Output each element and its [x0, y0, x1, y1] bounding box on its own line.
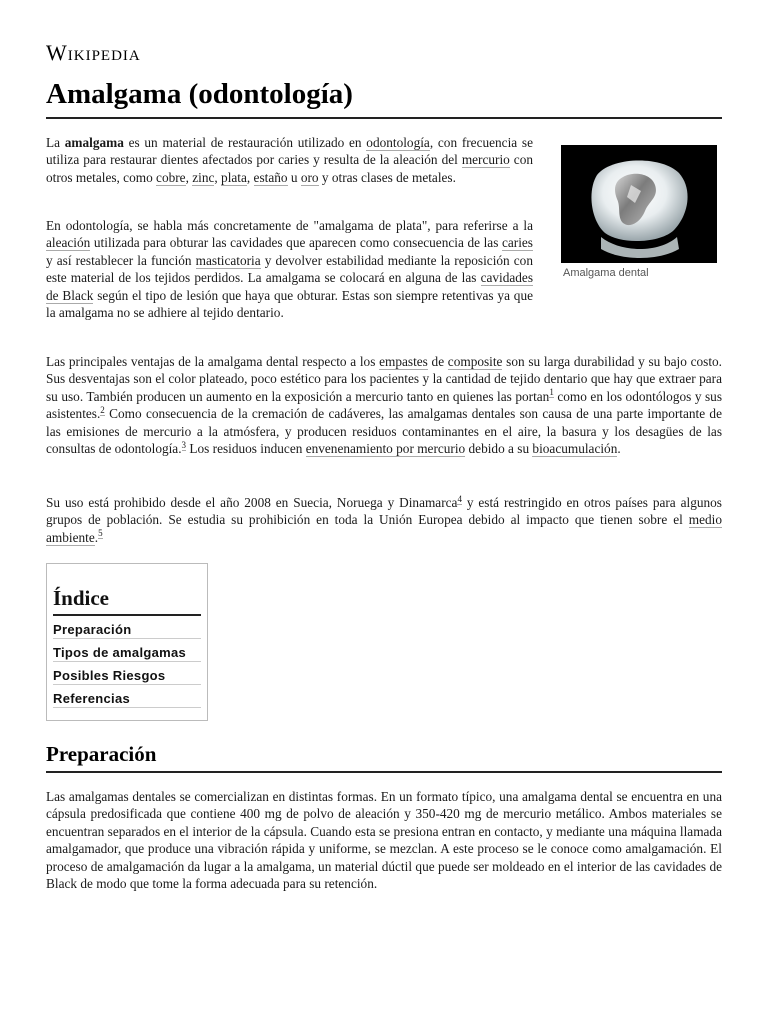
- toc-item-referencias[interactable]: Referencias: [53, 691, 201, 708]
- paragraph-preparacion: Las amalgamas dentales se comercializan en distintas formas. En un formato típico, una amalgama dental se encuentra en una cápsula predosificada que contiene 400 mg de polvo de aleación y 350-420 mg de mercurio metálico. Ambos materiales se encuentran separados en el interior de la cápsula. Cuando esta se presiona entran en contacto, y mediante una máquina llamada amalgamador, que produce una vibración rápida y uniforme, se mezclan. A este proceso se le conoce como amalgamación. El proceso de amalgamación da lugar a la amalgama, un material dúctil que puede ser moldeado en el interior de las cavidades de Black de modo que tome la forma adecuada para su retención.: [46, 789, 722, 892]
- ref-1[interactable]: 1: [549, 387, 554, 398]
- ref-4[interactable]: 4: [457, 493, 462, 504]
- link-estano[interactable]: estaño: [253, 169, 288, 185]
- link-odontologia[interactable]: odontología: [366, 135, 430, 150]
- link-oro[interactable]: oro: [300, 169, 319, 185]
- toc-title: Índice: [53, 586, 201, 616]
- link-mercurio[interactable]: mercurio: [461, 152, 510, 168]
- paragraph-prohibicion: Su uso está prohibido desde el año 2008 en Suecia, Noruega y Dinamarca$^4$ y está restringido en otros países para algunos grupos de población. Se estudia su prohibición en toda la Unión Europea debido al impacto que tienen sobre el medio ambiente.$^5$: [46, 493, 722, 545]
- link-zinc[interactable]: zinc: [192, 169, 215, 185]
- link-composite[interactable]: composite: [447, 354, 503, 369]
- link-empastes[interactable]: empastes: [379, 354, 428, 369]
- link-medio-ambiente[interactable]: medio ambiente: [46, 512, 722, 545]
- paragraph-intro: La amalgama es un material de restauración utilizado en odontología, con frecuencia se utiliza para restaurar dientes afectados por caries y resulta de la aleación del mercurio con otros metales, como cobre, zinc, plata, estaño u oro y otras clases de metales.: [46, 135, 533, 185]
- link-caries[interactable]: caries: [501, 235, 533, 251]
- link-aleacion[interactable]: aleación: [46, 235, 91, 251]
- ref-3[interactable]: 3: [181, 439, 187, 450]
- paragraph-definition: En odontología, se habla más concretamente de "amalgama de plata", para referirse a la aleación utilizada para obturar las cavidades que aparecen como consecuencia de las caries y así restablecer la función masticatoria y devolver estabilidad mediante la reposición con este material de los tejidos perdidos. La amalgama se colocará en alguna de las cavidades de Black según el tipo de lesión que haya que obturar. Estas son siempre retentivas ya que la amalgama no se adhiere al tejido dentario.: [46, 218, 533, 321]
- link-cobre[interactable]: cobre: [156, 169, 186, 185]
- paragraph-ventajas: Las principales ventajas de la amalgama dental respecto a los empastes de composite son su larga durabilidad y su bajo costo. Sus desventajas son el color plateado, poco estético para los pacientes y la cantidad de tejido dentario que hay que extraer para su uso. También producen un aumento en la exposición a mercurio tanto en quienes las portan$^1$ como en los odontólogos y sus asistentes.$^2$ Como consecuencia de la cremación de cadáveres, las amalgamas dentales son causa de una parte importante de las emisiones de mercurio a la atmósfera, y producen residuos contaminantes en el aire, la basura y los desagües de las consultas de odontología.$^3$ Los residuos inducen envenenamiento por mercurio debido a su bioacumulación.: [46, 354, 722, 457]
- section-heading-preparacion: Preparación: [46, 742, 157, 766]
- figure-caption: Amalgama dental: [563, 267, 649, 279]
- term-amalgama: amalgama: [64, 135, 124, 150]
- ref-2[interactable]: 2: [100, 404, 105, 415]
- toc-item-preparacion[interactable]: Preparación: [53, 622, 201, 639]
- toc-item-posibles-riesgos[interactable]: Posibles Riesgos: [53, 668, 201, 685]
- link-envenenamiento[interactable]: envenenamiento por mercurio: [305, 441, 466, 457]
- link-plata[interactable]: plata: [221, 169, 247, 185]
- link-bioacumulacion[interactable]: bioacumulación: [532, 441, 618, 457]
- table-of-contents: [46, 563, 208, 721]
- link-masticatoria[interactable]: masticatoria: [195, 252, 261, 268]
- toc-item-tipos-de-amalgamas[interactable]: Tipos de amalgamas: [53, 645, 201, 662]
- link-cavidades-de-black[interactable]: cavidades de Black: [46, 270, 533, 303]
- tooth-amalgam-image[interactable]: [561, 145, 717, 263]
- wikipedia-logo[interactable]: Wikipedia: [46, 40, 141, 65]
- figure-amalgama: [561, 145, 717, 279]
- title-divider: [46, 117, 722, 119]
- page-title: Amalgama (odontología): [46, 78, 353, 110]
- section-divider: [46, 771, 722, 773]
- ref-5[interactable]: 5: [98, 528, 103, 539]
